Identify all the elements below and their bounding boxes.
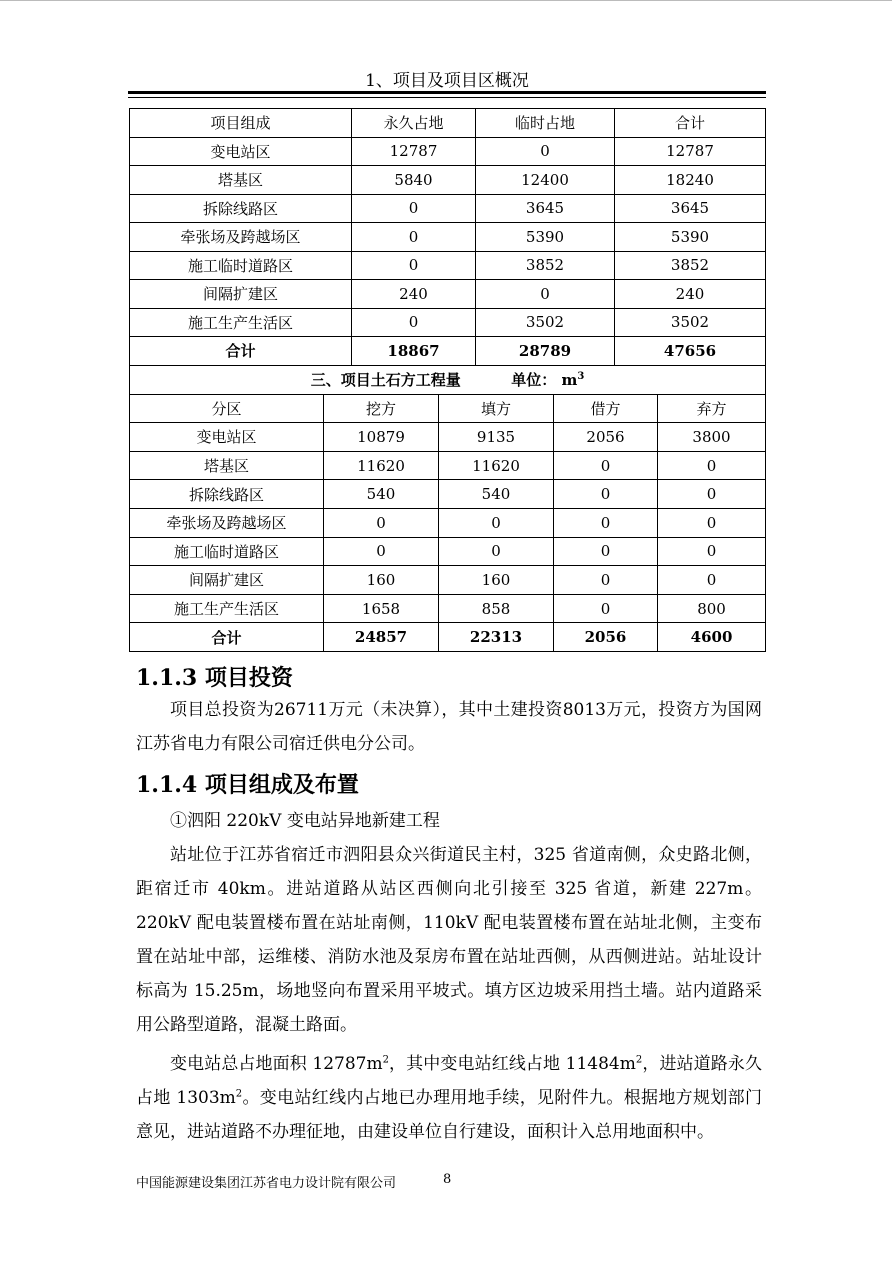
table-cell: 18867 [352, 337, 476, 366]
table-cell: 540 [439, 480, 554, 509]
table-cell: 0 [324, 537, 439, 566]
table-cell: 800 [658, 594, 766, 623]
table-cell: 合计 [130, 623, 324, 652]
table-cell: 540 [324, 480, 439, 509]
table-cell: 拆除线路区 [130, 480, 324, 509]
table-cell: 项目组成 [130, 109, 352, 138]
table-cell: 0 [352, 194, 476, 223]
table-cell: 5390 [615, 223, 766, 252]
table-cell: 5390 [476, 223, 615, 252]
table-cell: 变电站区 [130, 137, 352, 166]
table-cell: 12400 [476, 166, 615, 195]
table-cell: 弃方 [658, 394, 766, 423]
table-cell: 28789 [476, 337, 615, 366]
page-header: 1、项目及项目区概况 [365, 71, 529, 91]
footer-organization: 中国能源建设集团江苏省电力设计院有限公司 [136, 1176, 397, 1191]
sup-2: 2 [635, 1054, 643, 1066]
table-cell: 施工临时道路区 [130, 251, 352, 280]
table-cell: 合计 [615, 109, 766, 138]
table-cell: 0 [658, 566, 766, 595]
table-cell: 858 [439, 594, 554, 623]
table-cell: 0 [658, 451, 766, 480]
table-cell: 0 [554, 508, 658, 537]
unit-sup: 3 [577, 371, 585, 383]
sup-3: 2 [235, 1088, 243, 1100]
table-cell: 间隔扩建区 [130, 566, 324, 595]
investment-paragraph: 项目总投资为26711万元（未决算），其中土建投资8013万元，投资方为国网江苏省电力有限公司宿迁供电分公司。 [136, 700, 762, 754]
table-cell: 5840 [352, 166, 476, 195]
table-cell: 变电站区 [130, 423, 324, 452]
earthwork-caption [130, 366, 766, 395]
table-row [130, 223, 766, 252]
table-cell: 0 [554, 537, 658, 566]
table-cell: 施工临时道路区 [130, 537, 324, 566]
table-cell: 永久占地 [352, 109, 476, 138]
table-cell: 1658 [324, 594, 439, 623]
table-cell: 11620 [324, 451, 439, 480]
table-cell: 2056 [554, 623, 658, 652]
table-cell: 塔基区 [130, 451, 324, 480]
table-cell: 160 [439, 566, 554, 595]
table-cell: 0 [476, 280, 615, 309]
table-header-row [130, 394, 766, 423]
table-cell: 分区 [130, 394, 324, 423]
heading-1-1-4: 1.1.4 项目组成及布置 [136, 772, 359, 798]
table-cell: 0 [352, 223, 476, 252]
table-cell: 借方 [554, 394, 658, 423]
table-header-row [130, 109, 766, 138]
table-cell: 0 [324, 508, 439, 537]
sup-1: 2 [382, 1054, 389, 1066]
table-cell: 塔基区 [130, 166, 352, 195]
table-row [130, 137, 766, 166]
table-row [130, 280, 766, 309]
table-row [130, 594, 766, 623]
page-number: 8 [443, 1172, 452, 1187]
table-cell: 0 [554, 451, 658, 480]
table-cell: 3502 [476, 308, 615, 337]
table-cell: 12787 [615, 137, 766, 166]
table-cell: 牵张场及跨越场区 [130, 508, 324, 537]
table-cell: 3645 [476, 194, 615, 223]
table-cell: 9135 [439, 423, 554, 452]
site-description-paragraph: 站址位于江苏省宿迁市泗阳县众兴街道民主村，325 省道南侧，众史路北侧，距宿迁市 40km。进站道路从站区西侧向北引接至 325 省道，新建 227m。220kV 配电装置楼布置在站址南侧，110kV 配电装置楼布置在站址北侧，主变布置在站址中部，运维楼、消防水池及泵房布置在站址西侧，从西侧进站。站址设计标高为 15.25m，场地竖向布置采用平坡式。填方区边坡采用挡土墙。站内道路采用公路型道路，混凝土路面。 [136, 845, 762, 1035]
table-total-row [130, 623, 766, 652]
table-row [130, 423, 766, 452]
table-cell: 0 [658, 508, 766, 537]
page-top-border [0, 0, 892, 1]
unit-value: m [561, 371, 578, 390]
table-row [130, 251, 766, 280]
header-rule-thin [128, 97, 766, 98]
table-cell: 0 [658, 480, 766, 509]
table-cell: 施工生产生活区 [130, 594, 324, 623]
table-cell: 施工生产生活区 [130, 308, 352, 337]
table-cell: 3852 [476, 251, 615, 280]
table-cell: 22313 [439, 623, 554, 652]
table-cell: 0 [439, 508, 554, 537]
table-row [130, 451, 766, 480]
table-cell: 拆除线路区 [130, 194, 352, 223]
header-rule-thick [128, 91, 766, 94]
table-cell: 12787 [352, 137, 476, 166]
table-total-row [130, 337, 766, 366]
table-cell: 0 [554, 566, 658, 595]
item-1-title: ①泗阳 220kV 变电站异地新建工程 [170, 811, 440, 831]
table-row [130, 508, 766, 537]
area-text-b: ，其中变电站红线占地 11484m [388, 1054, 636, 1074]
table-row [130, 166, 766, 195]
earthwork-caption-row [130, 366, 766, 395]
table-cell: 240 [352, 280, 476, 309]
table-cell: 0 [554, 594, 658, 623]
table-cell: 3800 [658, 423, 766, 452]
land-occupation-table [129, 108, 766, 366]
table-row [130, 308, 766, 337]
table-cell: 牵张场及跨越场区 [130, 223, 352, 252]
table-cell: 18240 [615, 166, 766, 195]
table-cell: 0 [476, 137, 615, 166]
table-cell: 4600 [658, 623, 766, 652]
table-cell: 160 [324, 566, 439, 595]
table-cell: 240 [615, 280, 766, 309]
table-cell: 47656 [615, 337, 766, 366]
table-cell: 0 [658, 537, 766, 566]
earthwork-table [129, 365, 766, 652]
table-cell: 2056 [554, 423, 658, 452]
table-cell: 0 [554, 480, 658, 509]
section-114-body [136, 804, 762, 1149]
table-cell: 24857 [324, 623, 439, 652]
area-text-d: 。变电站红线内占地已办理用地手续，见附件九。根据地方规划部门意见，进站道路不办理征地，由建设单位自行建设，面积计入总用地面积中。 [136, 1088, 762, 1142]
table-row [130, 537, 766, 566]
table-cell: 填方 [439, 394, 554, 423]
table-cell: 间隔扩建区 [130, 280, 352, 309]
table-cell: 0 [352, 308, 476, 337]
table-cell: 3502 [615, 308, 766, 337]
table-cell: 0 [439, 537, 554, 566]
area-text-a: 变电站总占地面积 12787m [170, 1054, 383, 1074]
table-cell: 0 [352, 251, 476, 280]
table-cell: 11620 [439, 451, 554, 480]
table-cell: 合计 [130, 337, 352, 366]
area-paragraph [136, 1047, 762, 1149]
table-row [130, 480, 766, 509]
section-113-body [136, 693, 762, 761]
table-cell: 挖方 [324, 394, 439, 423]
table-cell: 临时占地 [476, 109, 615, 138]
table-cell: 10879 [324, 423, 439, 452]
table-cell: 3852 [615, 251, 766, 280]
heading-1-1-3: 1.1.3 项目投资 [136, 665, 293, 691]
unit-label: 单位： [511, 371, 557, 390]
table-row [130, 566, 766, 595]
table-cell: 3645 [615, 194, 766, 223]
caption-text: 三、项目土石方工程量 [310, 371, 461, 390]
area-text-c: ，进站道路永久占地 1303m [136, 1054, 762, 1108]
table-row [130, 194, 766, 223]
